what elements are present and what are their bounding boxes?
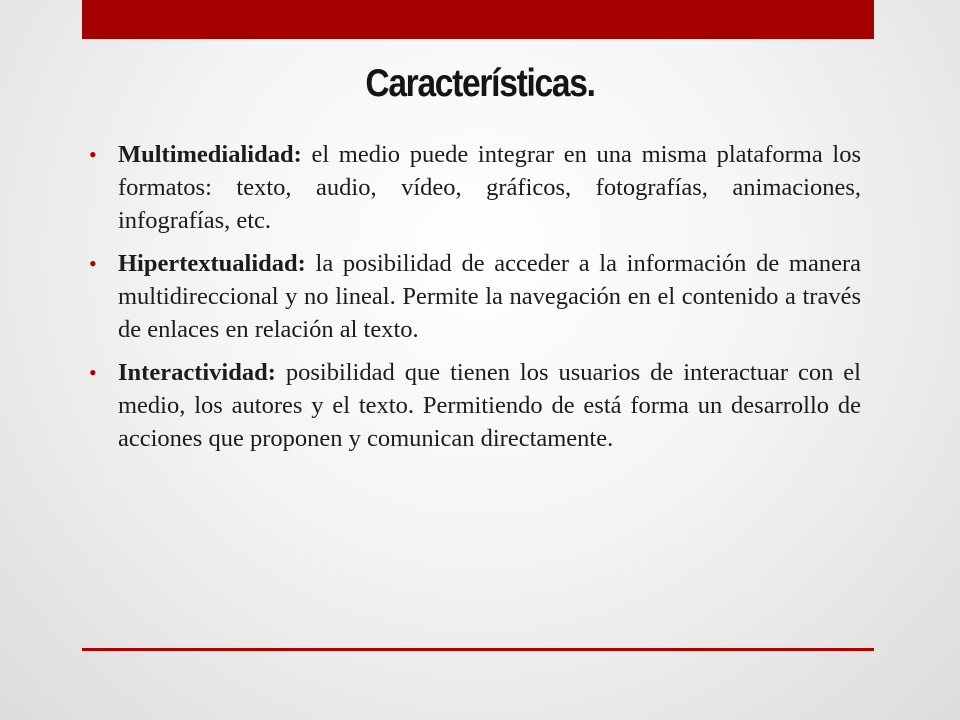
bullet-icon: • <box>89 142 97 167</box>
bullet-item-hipertextualidad <box>89 247 861 346</box>
bullet-list <box>89 138 861 465</box>
bullet-item-multimedialidad <box>89 138 861 237</box>
top-accent-bar <box>82 0 874 39</box>
bullet-icon: • <box>89 360 97 385</box>
bullet-term: Multimedialidad: <box>118 141 302 168</box>
bullet-text: el medio puede integrar en una misma plataforma los formatos: texto, audio, vídeo, gráficos, fotografías, animaciones, infografías, etc. <box>118 141 861 234</box>
slide-title: Características. <box>365 62 595 105</box>
bullet-text: la posibilidad de acceder a la información de manera multidireccional y no lineal. Permite la navegación en el contenido a través de enlaces en relación al texto. <box>118 250 861 343</box>
bullet-item-interactividad <box>89 356 861 455</box>
bullet-icon: • <box>89 251 97 276</box>
bullet-term: Interactividad: <box>118 359 276 386</box>
bullet-text: posibilidad que tienen los usuarios de interactuar con el medio, los autores y el texto. Permitiendo de está forma un desarrollo de acciones que proponen y comunican directamente. <box>118 359 861 452</box>
bullet-term: Hipertextualidad: <box>118 250 306 277</box>
bottom-divider-line <box>82 648 874 651</box>
